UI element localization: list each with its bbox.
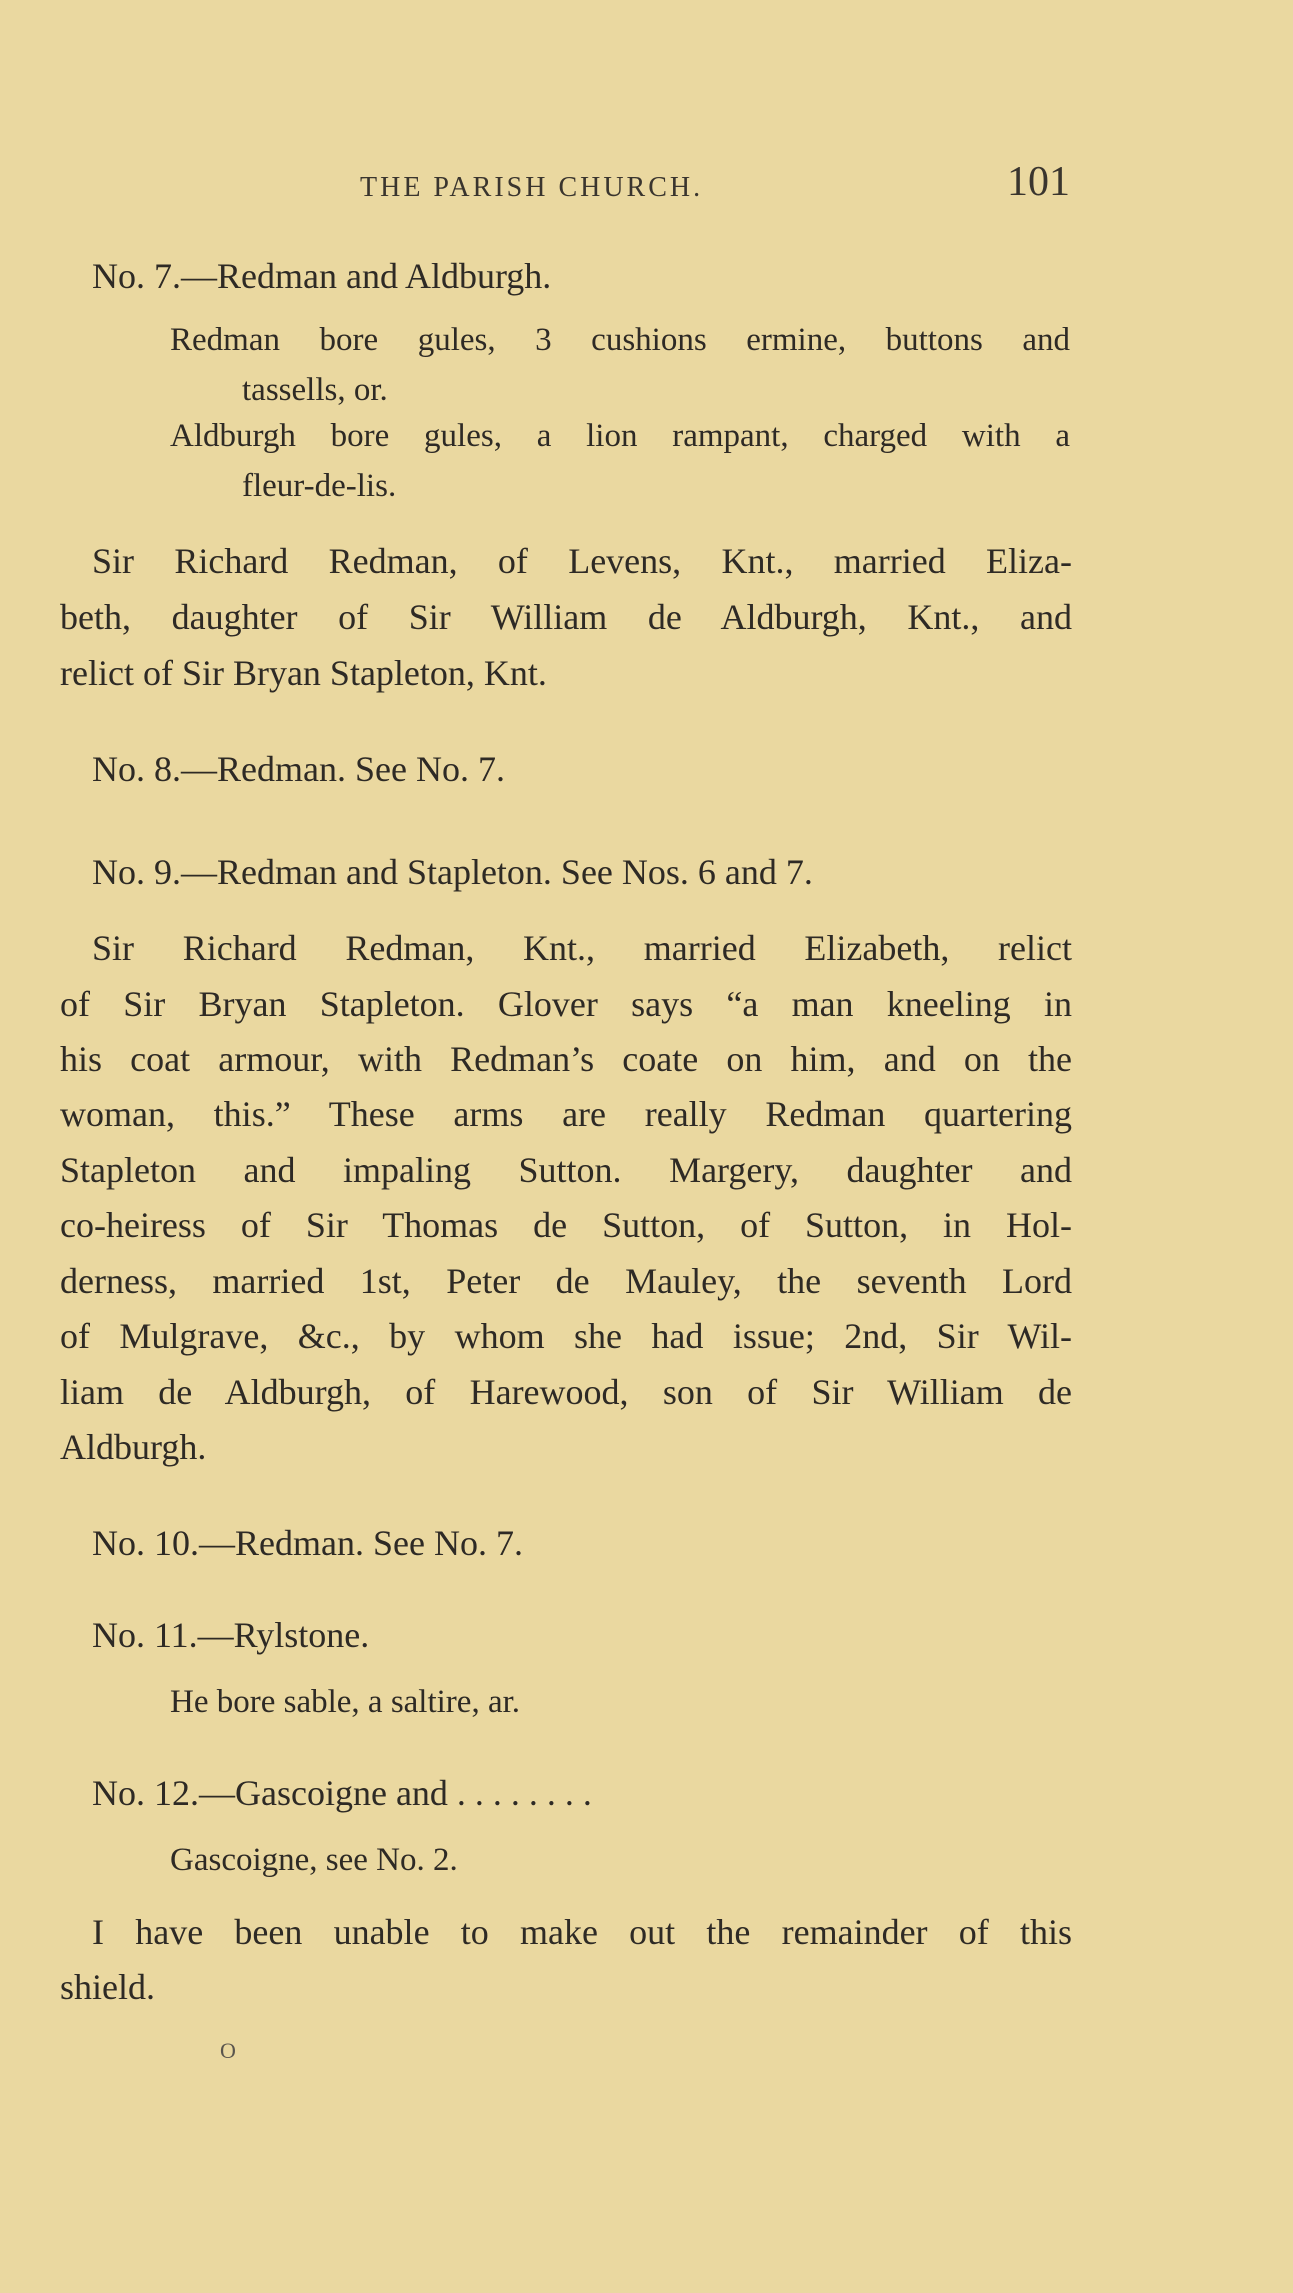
paragraph-line: of Sir Bryan Stapleton. Glover says “a man kneeling in [60,984,1072,1024]
entry-heading-no8: No. 8.—Redman. See No. 7. [92,749,505,789]
signature-mark: O [220,2038,236,2063]
paragraph-line: Stapleton and impaling Sutton. Margery, daughter and [60,1150,1072,1190]
paragraph-line: beth, daughter of Sir William de Aldburgh, Knt., and [60,597,1072,637]
arms-gascoigne: Gascoigne, see No. 2. [170,1842,458,1878]
paragraph-line: Sir Richard Redman, of Levens, Knt., married Eliza- [92,541,1072,581]
paragraph-line: I have been unable to make out the remainder of this [92,1912,1072,1952]
paragraph-line: his coat armour, with Redman’s coate on him, and on the [60,1039,1072,1079]
entry-heading-no9: No. 9.—Redman and Stapleton. See Nos. 6 and 7. [92,852,813,892]
paragraph-line: relict of Sir Bryan Stapleton, Knt. [60,653,547,693]
paragraph-line: woman, this.” These arms are really Redman quartering [60,1094,1072,1134]
entry-heading-no12: No. 12.—Gascoigne and . . . . . . . . [92,1773,592,1813]
paragraph-line: shield. [60,1967,155,2007]
paragraph-line: co-heiress of Sir Thomas de Sutton, of Sutton, in Hol- [60,1205,1072,1245]
page-number: 101 [1007,159,1070,205]
paragraph-line: liam de Aldburgh, of Harewood, son of Sir William de [60,1372,1072,1412]
arms-redman-line2: tassells, or. [242,372,388,408]
entry-heading-no10: No. 10.—Redman. See No. 7. [92,1523,523,1563]
arms-redman-line1: Redman bore gules, 3 cushions ermine, buttons and [170,322,1070,358]
paragraph-line: derness, married 1st, Peter de Mauley, the seventh Lord [60,1261,1072,1301]
paragraph-line: Sir Richard Redman, Knt., married Elizabeth, relict [92,928,1072,968]
entry-heading-no11: No. 11.—Rylstone. [92,1615,370,1655]
running-title: THE PARISH CHURCH. [360,172,704,203]
entry-heading-no7: No. 7.—Redman and Aldburgh. [92,256,552,296]
page-header [360,158,1070,204]
arms-aldburgh-line1: Aldburgh bore gules, a lion rampant, charged with a [170,418,1070,454]
paragraph-line: of Mulgrave, &c., by whom she had issue; 2nd, Sir Wil- [60,1316,1072,1356]
arms-aldburgh-line2: fleur-de-lis. [242,468,397,504]
paragraph-line: Aldburgh. [60,1427,207,1467]
arms-rylstone: He bore sable, a saltire, ar. [170,1684,521,1720]
